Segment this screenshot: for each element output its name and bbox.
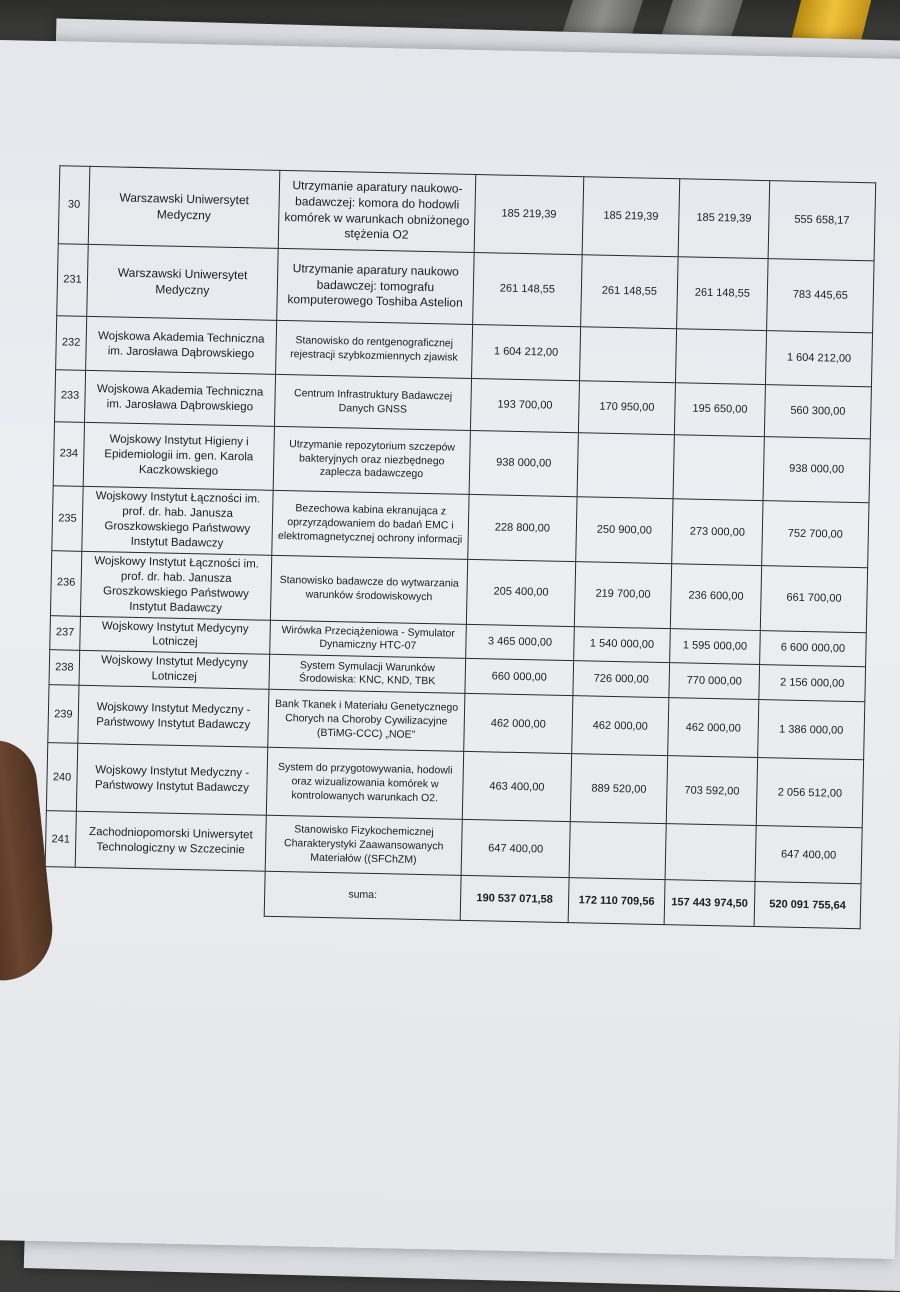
institution-cell: Warszawski Uniwersytet Medyczny bbox=[87, 244, 278, 320]
institution-cell: Warszawski Uniwersytet Medyczny bbox=[88, 166, 280, 248]
amount-year1: 205 400,00 bbox=[466, 559, 575, 626]
row-number: 237 bbox=[50, 615, 81, 650]
amount-year3 bbox=[673, 435, 764, 501]
row-number: 233 bbox=[55, 370, 86, 423]
amount-year3: 236 600,00 bbox=[670, 563, 761, 630]
amount-year3: 261 148,55 bbox=[677, 257, 768, 331]
amount-year3 bbox=[665, 824, 756, 882]
amount-year3: 195 650,00 bbox=[674, 383, 765, 437]
amount-year2 bbox=[579, 327, 676, 383]
amount-year1: 261 148,55 bbox=[473, 252, 582, 326]
row-number: 231 bbox=[57, 244, 89, 317]
amount-year3: 185 219,39 bbox=[678, 179, 770, 259]
amount-year3: 1 595 000,00 bbox=[670, 628, 761, 665]
amount-total: 560 300,00 bbox=[764, 385, 871, 439]
amount-year2: 250 900,00 bbox=[576, 497, 673, 564]
institution-cell: Wojskowa Akademia Techniczna im. Jarosława Dąbrowskiego bbox=[85, 370, 276, 426]
task-cell: Bezechowa kabina ekranująca z oprzyrządowaniem do badań EMC i elektromagnetycznej ochrony informacji bbox=[272, 490, 469, 559]
institution-cell: Wojskowy Instytut Medyczny - Państwowy Instytut Badawczy bbox=[78, 686, 269, 748]
amount-year2: 185 219,39 bbox=[582, 177, 680, 257]
row-number: 236 bbox=[50, 550, 81, 615]
amount-year3: 770 000,00 bbox=[669, 663, 760, 700]
amount-year1: 3 465 000,00 bbox=[466, 624, 575, 661]
amount-year2 bbox=[569, 822, 666, 880]
amount-total: 1 386 000,00 bbox=[758, 700, 865, 760]
task-cell: Utrzymanie aparatury naukowo-badawczej: komora do hodowli komórek w warunkach obniżonego stężenia O2 bbox=[278, 170, 476, 252]
amount-year3: 462 000,00 bbox=[668, 698, 759, 758]
row-number: 234 bbox=[53, 422, 84, 487]
summary-label: suma: bbox=[264, 871, 461, 920]
row-number: 239 bbox=[48, 685, 79, 744]
institution-cell: Wojskowy Instytut Łączności im. prof. dr. hab. Janusza Groszkowskiego Państwowy Instytut Badawczy bbox=[82, 486, 273, 555]
amount-year1: 647 400,00 bbox=[461, 820, 570, 878]
amount-total: 555 658,17 bbox=[768, 181, 876, 261]
amount-year1: 193 700,00 bbox=[470, 378, 579, 432]
amount-year1: 1 604 212,00 bbox=[472, 324, 581, 380]
institution-cell: Wojskowy Instytut Łączności im. prof. dr. hab. Janusza Groszkowskiego Państwowy Instytut Badawczy bbox=[80, 551, 271, 620]
amount-year2: 170 950,00 bbox=[578, 381, 675, 435]
summary-year2: 172 110 709,56 bbox=[568, 878, 665, 925]
task-cell: System do przygotowywania, hodowli oraz wizualizowania komórek w kontrolowanych warunkach O2. bbox=[266, 748, 463, 820]
amount-total: 1 604 212,00 bbox=[765, 331, 872, 387]
amount-year1: 228 800,00 bbox=[468, 494, 577, 561]
task-cell: Stanowisko badawcze do wytwarzania warunków środowiskowych bbox=[270, 555, 467, 624]
grant-table bbox=[44, 165, 876, 929]
amount-year2: 889 520,00 bbox=[570, 754, 667, 824]
task-cell: Wirówka Przeciążeniowa - Symulator Dynamiczny HTC-07 bbox=[270, 620, 467, 659]
summary-year3: 157 443 974,50 bbox=[664, 880, 755, 927]
row-number: 232 bbox=[56, 316, 87, 371]
row-number: 30 bbox=[58, 166, 90, 245]
amount-total: 647 400,00 bbox=[755, 826, 862, 884]
row-number: 241 bbox=[45, 811, 76, 868]
amount-year2: 1 540 000,00 bbox=[574, 626, 671, 663]
task-cell: Bank Tkanek i Materiału Genetycznego Chorych na Choroby Cywilizacyjne (BTiMG-CCC) „NOE” bbox=[268, 690, 465, 752]
institution-cell: Zachodniopomorski Uniwersytet Technologiczny w Szczecinie bbox=[75, 812, 266, 872]
task-cell: System Symulacji Warunków Środowiska: KNC, KND, TBK bbox=[269, 655, 466, 694]
amount-total: 661 700,00 bbox=[760, 565, 867, 632]
amount-total: 2 156 000,00 bbox=[759, 665, 866, 702]
amount-total: 783 445,65 bbox=[767, 259, 874, 333]
amount-year2: 261 148,55 bbox=[581, 255, 678, 329]
amount-total: 752 700,00 bbox=[762, 501, 869, 568]
task-cell: Utrzymanie aparatury naukowo badawczej: tomografu komputerowego Toshiba Astelion bbox=[277, 248, 474, 324]
task-cell: Utrzymanie repozytorium szczepów bakteryjnych oraz niezbędnego zaplecza badawczego bbox=[273, 426, 470, 494]
amount-year1: 463 400,00 bbox=[462, 752, 571, 822]
amount-year2: 219 700,00 bbox=[574, 561, 671, 628]
amount-year3 bbox=[675, 329, 766, 385]
amount-year2: 462 000,00 bbox=[572, 696, 669, 756]
row-number: 238 bbox=[49, 650, 80, 685]
institution-cell: Wojskowy Instytut Medycyny Lotniczej bbox=[80, 616, 271, 655]
amount-total: 2 056 512,00 bbox=[756, 758, 863, 828]
amount-year3: 703 592,00 bbox=[666, 756, 757, 826]
task-cell: Stanowisko Fizykochemicznej Charakterystyki Zaawansowanych Materiałów ((SFChZM) bbox=[265, 815, 462, 875]
amount-year2: 726 000,00 bbox=[573, 661, 670, 698]
institution-cell: Wojskowy Instytut Medycyny Lotniczej bbox=[79, 651, 270, 690]
summary-total: 520 091 755,64 bbox=[754, 882, 861, 929]
institution-cell: Wojskowa Akademia Techniczna im. Jarosława Dąbrowskiego bbox=[86, 316, 277, 374]
row-number: 240 bbox=[46, 743, 77, 812]
amount-year2 bbox=[577, 433, 674, 499]
task-cell: Centrum Infrastruktury Badawczej Danych GNSS bbox=[274, 374, 471, 430]
summary-year1: 190 537 071,58 bbox=[460, 876, 569, 923]
institution-cell: Wojskowy Instytut Higieny i Epidemiologii im. gen. Karola Kaczkowskiego bbox=[83, 422, 274, 490]
amount-total: 938 000,00 bbox=[763, 437, 870, 503]
row-number: 235 bbox=[52, 486, 83, 551]
amount-year1: 660 000,00 bbox=[465, 659, 574, 696]
amount-year1: 462 000,00 bbox=[464, 694, 573, 754]
paper-sheet bbox=[0, 40, 900, 1259]
amount-year3: 273 000,00 bbox=[672, 499, 763, 566]
amount-year1: 185 219,39 bbox=[474, 174, 584, 254]
amount-total: 6 600 000,00 bbox=[760, 630, 867, 667]
summary-spacer bbox=[74, 868, 265, 917]
institution-cell: Wojskowy Instytut Medyczny - Państwowy Instytut Badawczy bbox=[76, 744, 267, 816]
amount-year1: 938 000,00 bbox=[469, 430, 578, 496]
task-cell: Stanowisko do rentgenograficznej rejestracji szybkozmiennych zjawisk bbox=[276, 320, 473, 378]
